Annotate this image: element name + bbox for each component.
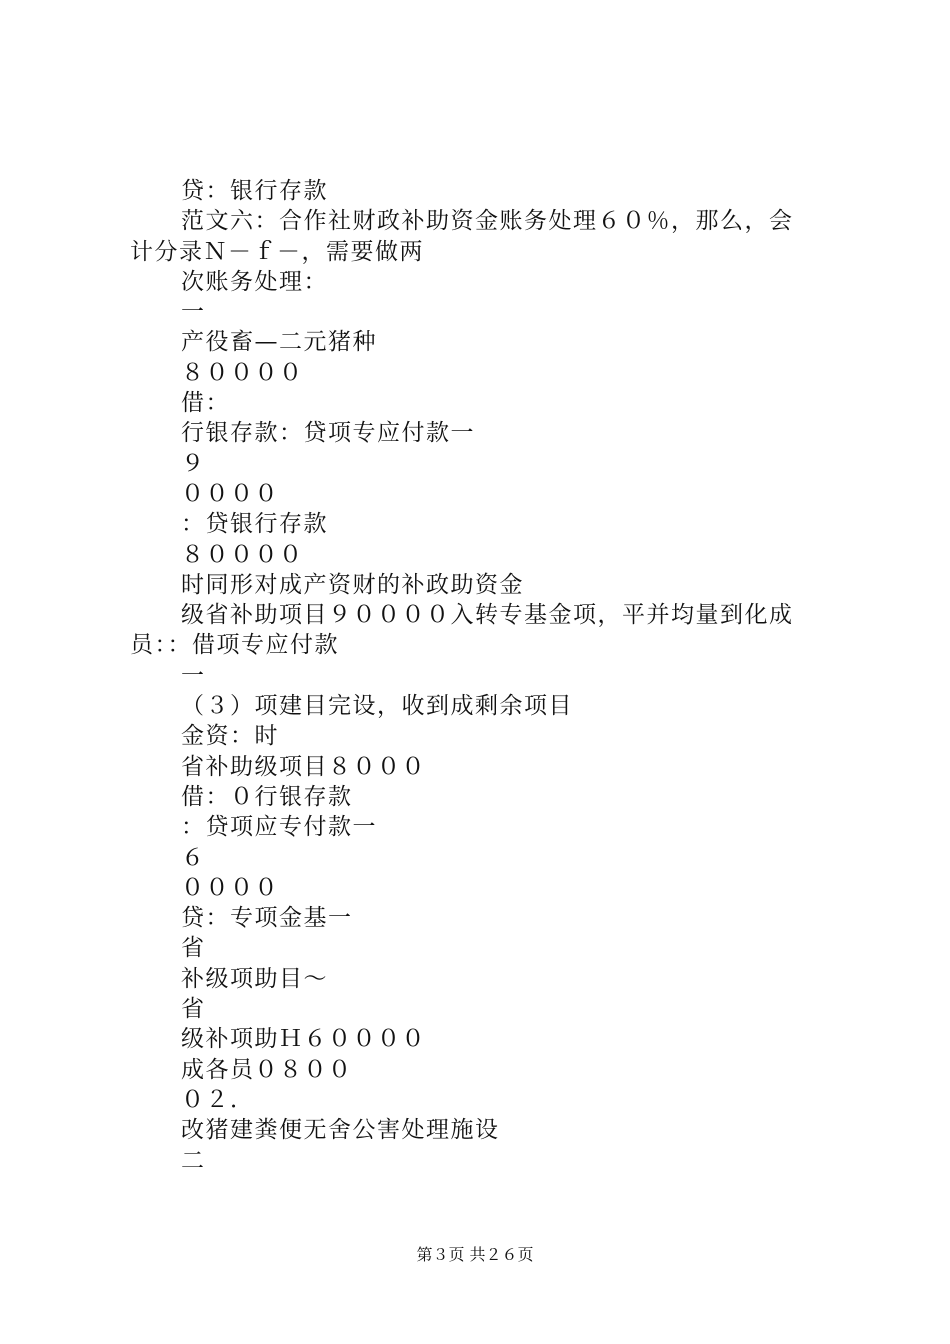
text-line: 次账务处理： <box>181 268 328 295</box>
text-line: 级省补助项目９００００入转专基金项，平并均量到化成 <box>181 602 794 629</box>
text-line: 改猪建粪便无舍公害处理施设 <box>181 1117 500 1144</box>
text-line: ８００００ <box>181 359 304 386</box>
text-line: 级补项助Ｈ６００００ <box>181 1026 426 1053</box>
text-line: 行银存款：贷项专应付款一 <box>181 420 475 447</box>
text-line: ００００ <box>181 874 279 901</box>
text-line: ：贷银行存款 <box>181 511 328 538</box>
text-line: 补级项助目～ <box>181 965 328 992</box>
text-line: 借：０行银存款 <box>181 783 353 810</box>
text-line: 一 <box>181 299 206 326</box>
text-line: 金资：时 <box>181 723 279 750</box>
text-line: 员：：借项专应付款 <box>130 632 339 659</box>
text-line: 省补助级项目８０００ <box>181 753 426 780</box>
text-line: ００００ <box>181 480 279 507</box>
text-line: ：贷项应专付款一 <box>181 814 377 841</box>
text-line: 时同形对成产资财的补政助资金 <box>181 571 524 598</box>
text-line: 省 <box>181 996 206 1023</box>
text-line: 贷：银行存款 <box>181 178 328 204</box>
text-line: 一 <box>181 662 206 689</box>
page-footer: 第３页 共２６页 <box>416 1245 534 1264</box>
text-line: 借： <box>181 390 230 417</box>
text-line: ８００００ <box>181 541 304 568</box>
text-line: 范文六：合作社财政补助资金账务处理６０％，那么，会 <box>181 208 794 235</box>
text-line: 省 <box>181 935 206 962</box>
text-line: ９ <box>181 450 206 477</box>
text-line: 产役畜—二元猪种 <box>181 329 377 356</box>
text-line: ０２． <box>181 1086 255 1113</box>
text-line: 二 <box>181 1147 206 1174</box>
text-line: 贷：专项金基一 <box>181 905 353 932</box>
text-line: 成各员０８００ <box>181 1056 353 1083</box>
text-line: 计分录Ｎ－ｆ－，需要做两 <box>130 238 424 265</box>
document-body <box>130 176 850 1176</box>
text-line: ６ <box>181 844 206 871</box>
text-line: （３）项建目完设，收到成剩余项目 <box>181 693 573 720</box>
